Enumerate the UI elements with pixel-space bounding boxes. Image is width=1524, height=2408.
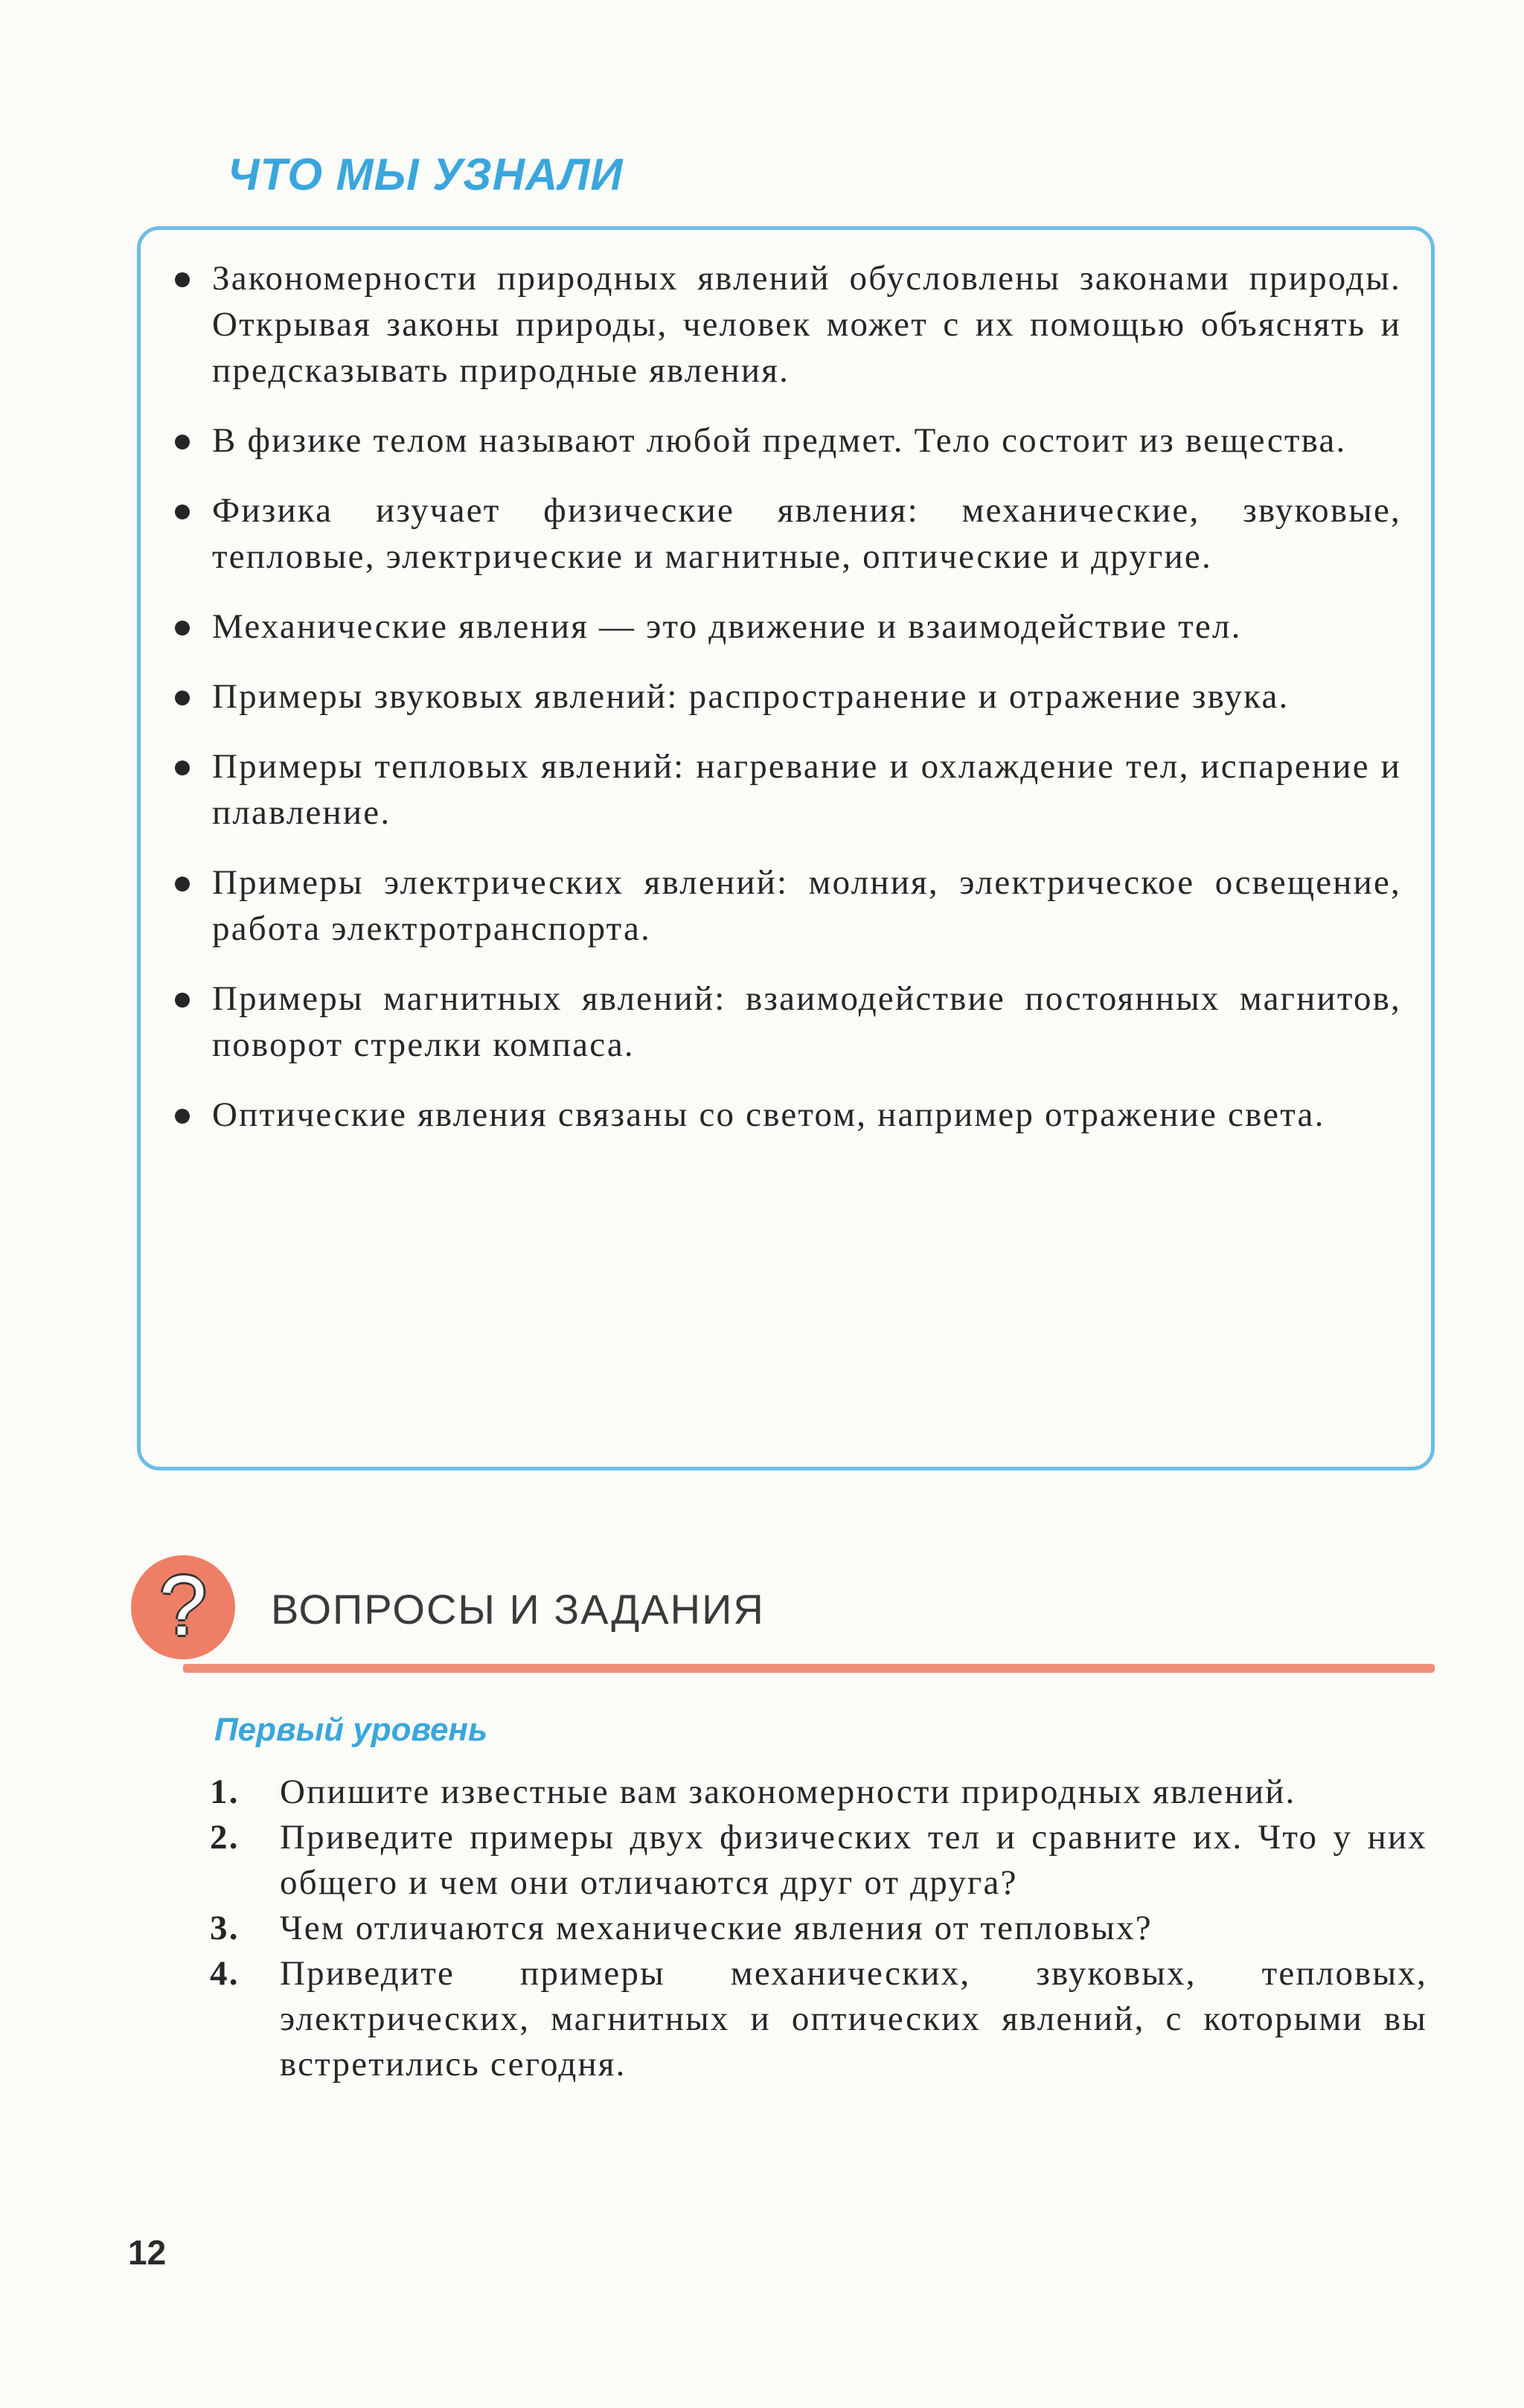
bullet-icon [175,1109,190,1124]
summary-list [175,255,1401,1138]
question-number: 1. [210,1773,240,1811]
summary-item-text: Примеры магнитных явлений: взаимодействие постоянных магнитов, поворот стрелки компаса. [212,979,1401,1064]
summary-heading: ЧТО МЫ УЗНАЛИ [228,150,624,199]
summary-item-1 [175,255,1401,394]
question-list [210,1770,1427,2087]
bullet-icon [175,435,190,449]
question-item-1 [210,1770,1427,1815]
bullet-icon [175,505,190,519]
question-mark-glyph: ? [159,1559,207,1653]
summary-item-text: Механические явления — это движение и взаимодействие тел. [212,607,1242,646]
question-mark-icon [131,1555,235,1659]
summary-item-text: Примеры звуковых явлений: распространение и отражение звука. [212,677,1290,716]
bullet-icon [175,877,190,891]
level-heading: Первый уровень [214,1711,488,1748]
summary-item-2 [175,417,1401,464]
question-text: Опишите известные вам закономерности природных явлений. [280,1773,1296,1811]
question-item-3 [210,1906,1427,1951]
question-number: 2. [210,1818,240,1857]
summary-item-9 [175,1092,1401,1138]
question-text: Чем отличаются механические явления от тепловых? [280,1909,1153,1947]
bullet-icon [175,993,190,1008]
summary-item-4 [175,603,1401,650]
summary-item-text: Закономерности природных явлений обусловлены законами природы. Открывая законы природы, человек может с их помощью объяснять и предсказывать природные явления. [212,259,1401,390]
summary-item-3 [175,487,1401,580]
questions-heading: ВОПРОСЫ И ЗАДАНИЯ [271,1586,765,1633]
summary-item-text: Примеры тепловых явлений: нагревание и охлаждение тел, испарение и плавление. [212,747,1401,832]
summary-item-6 [175,743,1401,836]
summary-item-text: В физике телом называют любой предмет. Тело состоит из вещества. [212,421,1347,460]
summary-item-text: Примеры электрических явлений: молния, электрическое освещение, работа электротранспорта. [212,863,1401,948]
summary-box [137,226,1435,1470]
summary-item-text: Физика изучает физические явления: механические, звуковые, тепловые, электрические и магнитные, оптические и другие. [212,491,1401,576]
question-number: 4. [210,1954,240,1993]
question-number: 3. [210,1909,240,1947]
page-number: 12 [128,2233,167,2272]
question-text: Приведите примеры двух физических тел и сравните их. Что у них общего и чем они отличаются друг от друга? [280,1818,1427,1902]
summary-item-text: Оптические явления связаны со светом, например отражение света. [212,1095,1325,1134]
bullet-icon [175,621,190,635]
questions-divider [183,1664,1435,1673]
questions-header [131,1555,1435,1682]
summary-item-8 [175,976,1401,1068]
summary-item-7 [175,859,1401,952]
bullet-icon [175,272,190,287]
question-item-4 [210,1951,1427,2087]
question-item-2 [210,1815,1427,1906]
bullet-icon [175,691,190,705]
summary-item-5 [175,673,1401,720]
question-text: Приведите примеры механических, звуковых, тепловых, электрических, магнитных и оптических явлений, с которыми вы встретились сегодня. [280,1954,1427,2084]
bullet-icon [175,760,190,775]
